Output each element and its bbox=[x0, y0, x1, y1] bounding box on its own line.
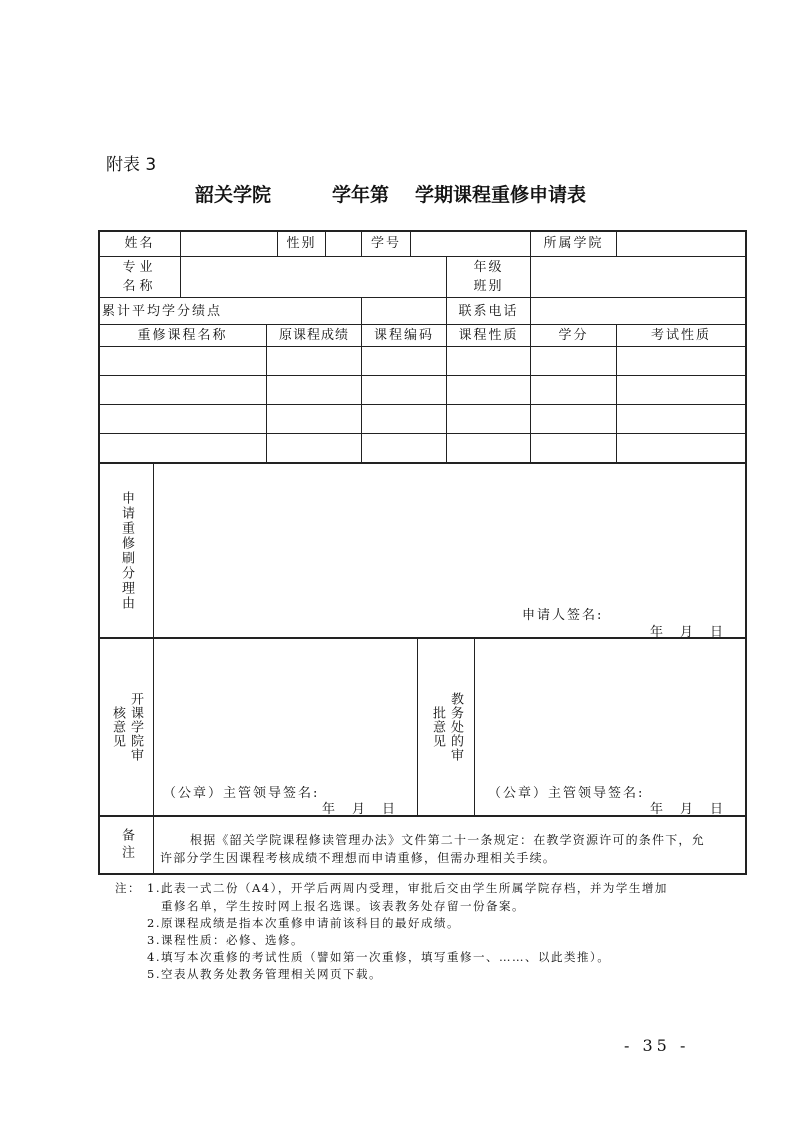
reason-field[interactable] bbox=[155, 464, 744, 636]
college-field[interactable] bbox=[617, 231, 745, 256]
college-date-label: 年 月 日 bbox=[322, 802, 398, 817]
table-border-right bbox=[745, 230, 747, 875]
major-field[interactable] bbox=[181, 257, 446, 297]
note-item: 4.填写本次重修的考试性质（譬如第一次重修，填写重修一、……、以此类推）。 bbox=[147, 950, 611, 964]
exam-type-field[interactable] bbox=[617, 434, 745, 462]
exam-type-field[interactable] bbox=[617, 376, 745, 404]
exam-type-field[interactable] bbox=[617, 347, 745, 375]
col-divider bbox=[474, 637, 475, 815]
course-type-field[interactable] bbox=[447, 434, 530, 462]
college-review-field[interactable] bbox=[155, 639, 416, 779]
phone-field[interactable] bbox=[531, 298, 745, 324]
name-field[interactable] bbox=[181, 231, 277, 256]
course-code-field[interactable] bbox=[362, 434, 446, 462]
student-id-field[interactable] bbox=[411, 231, 530, 256]
original-score-field[interactable] bbox=[267, 405, 361, 433]
note-item: 3.课程性质：必修、选修。 bbox=[147, 933, 304, 947]
college-review-label: 开课学院审核意见 bbox=[110, 692, 143, 762]
exam-type-field[interactable] bbox=[617, 405, 745, 433]
gender-field[interactable] bbox=[326, 231, 361, 256]
student-id-label: 学号 bbox=[370, 236, 401, 251]
remarks-label-cell bbox=[99, 817, 153, 873]
course-code-field[interactable] bbox=[362, 405, 446, 433]
course-header-type: 课程性质 bbox=[458, 328, 519, 343]
title-academic-year: 学年第 bbox=[332, 184, 390, 206]
course-type-field[interactable] bbox=[447, 347, 530, 375]
notes-prefix: 注： bbox=[115, 881, 141, 895]
course-code-field[interactable] bbox=[362, 347, 446, 375]
phone-label: 联系电话 bbox=[458, 303, 519, 319]
title-form-name: 学期课程重修申请表 bbox=[415, 184, 587, 206]
original-score-field[interactable] bbox=[267, 376, 361, 404]
appendix-label: 附表 3 bbox=[106, 155, 157, 175]
note-item: 1.此表一式二份（A4），开学后两周内受理，审批后交由学生所属学院存档，并为学生增加 bbox=[147, 881, 668, 895]
grade-class-field[interactable] bbox=[531, 257, 745, 297]
course-type-field[interactable] bbox=[447, 405, 530, 433]
reason-label: 申请重修刷分理由 bbox=[119, 490, 134, 611]
office-review-field[interactable] bbox=[476, 639, 744, 779]
applicant-signature-label: 申请人签名: bbox=[522, 608, 604, 623]
course-type-field[interactable] bbox=[447, 376, 530, 404]
page-number: - 35 - bbox=[624, 1036, 690, 1055]
major-label: 专业 名称 bbox=[122, 260, 157, 294]
office-signature-label: （公章）主管领导签名: bbox=[488, 786, 645, 801]
remarks-text-line1: 根据《韶关学院课程修读管理办法》文件第二十一条规定：在教学资源许可的条件下，允 bbox=[190, 833, 705, 847]
office-date-label: 年 月 日 bbox=[650, 802, 726, 817]
credits-field[interactable] bbox=[531, 376, 616, 404]
college-review-label-cell bbox=[99, 639, 153, 815]
gpa-field[interactable] bbox=[362, 298, 446, 324]
note-item: 重修名单，学生按时网上报名选课。该表教务处存留一份备案。 bbox=[161, 899, 525, 913]
office-review-label-cell bbox=[418, 639, 474, 815]
course-header-exam-type: 考试性质 bbox=[650, 328, 711, 343]
gpa-label: 累计平均学分绩点 bbox=[102, 303, 223, 319]
credits-field[interactable] bbox=[531, 347, 616, 375]
table-border-bottom bbox=[98, 873, 747, 875]
credits-field[interactable] bbox=[531, 434, 616, 462]
course-name-field[interactable] bbox=[99, 376, 266, 404]
course-header-code: 课程编码 bbox=[373, 328, 434, 343]
original-score-field[interactable] bbox=[267, 434, 361, 462]
grade-class-label: 年级 班别 bbox=[473, 260, 504, 294]
college-label: 所属学院 bbox=[543, 236, 604, 251]
gender-label: 性别 bbox=[286, 236, 317, 251]
office-review-label: 教务处的审批意见 bbox=[430, 692, 463, 762]
course-name-field[interactable] bbox=[99, 405, 266, 433]
note-item: 5.空表从教务处教务管理相关网页下载。 bbox=[147, 967, 382, 981]
reason-label-cell bbox=[99, 464, 153, 637]
course-code-field[interactable] bbox=[362, 376, 446, 404]
course-name-field[interactable] bbox=[99, 434, 266, 462]
course-name-field[interactable] bbox=[99, 347, 266, 375]
course-header-original-score: 原课程成绩 bbox=[278, 328, 349, 343]
title-school: 韶关学院 bbox=[195, 184, 272, 206]
credits-field[interactable] bbox=[531, 405, 616, 433]
original-score-field[interactable] bbox=[267, 347, 361, 375]
course-header-credits: 学分 bbox=[558, 328, 589, 343]
course-header-name: 重修课程名称 bbox=[137, 328, 228, 343]
col-divider bbox=[153, 462, 154, 875]
remarks-text-line2: 许部分学生因课程考核成绩不理想而申请重修，但需办理相关手续。 bbox=[160, 851, 557, 865]
applicant-date-label: 年 月 日 bbox=[650, 625, 726, 640]
college-signature-label: （公章）主管领导签名: bbox=[163, 786, 320, 801]
note-item: 2.原课程成绩是指本次重修申请前该科目的最好成绩。 bbox=[147, 916, 460, 930]
remarks-label: 备注 bbox=[119, 828, 134, 862]
name-label: 姓名 bbox=[124, 236, 155, 251]
